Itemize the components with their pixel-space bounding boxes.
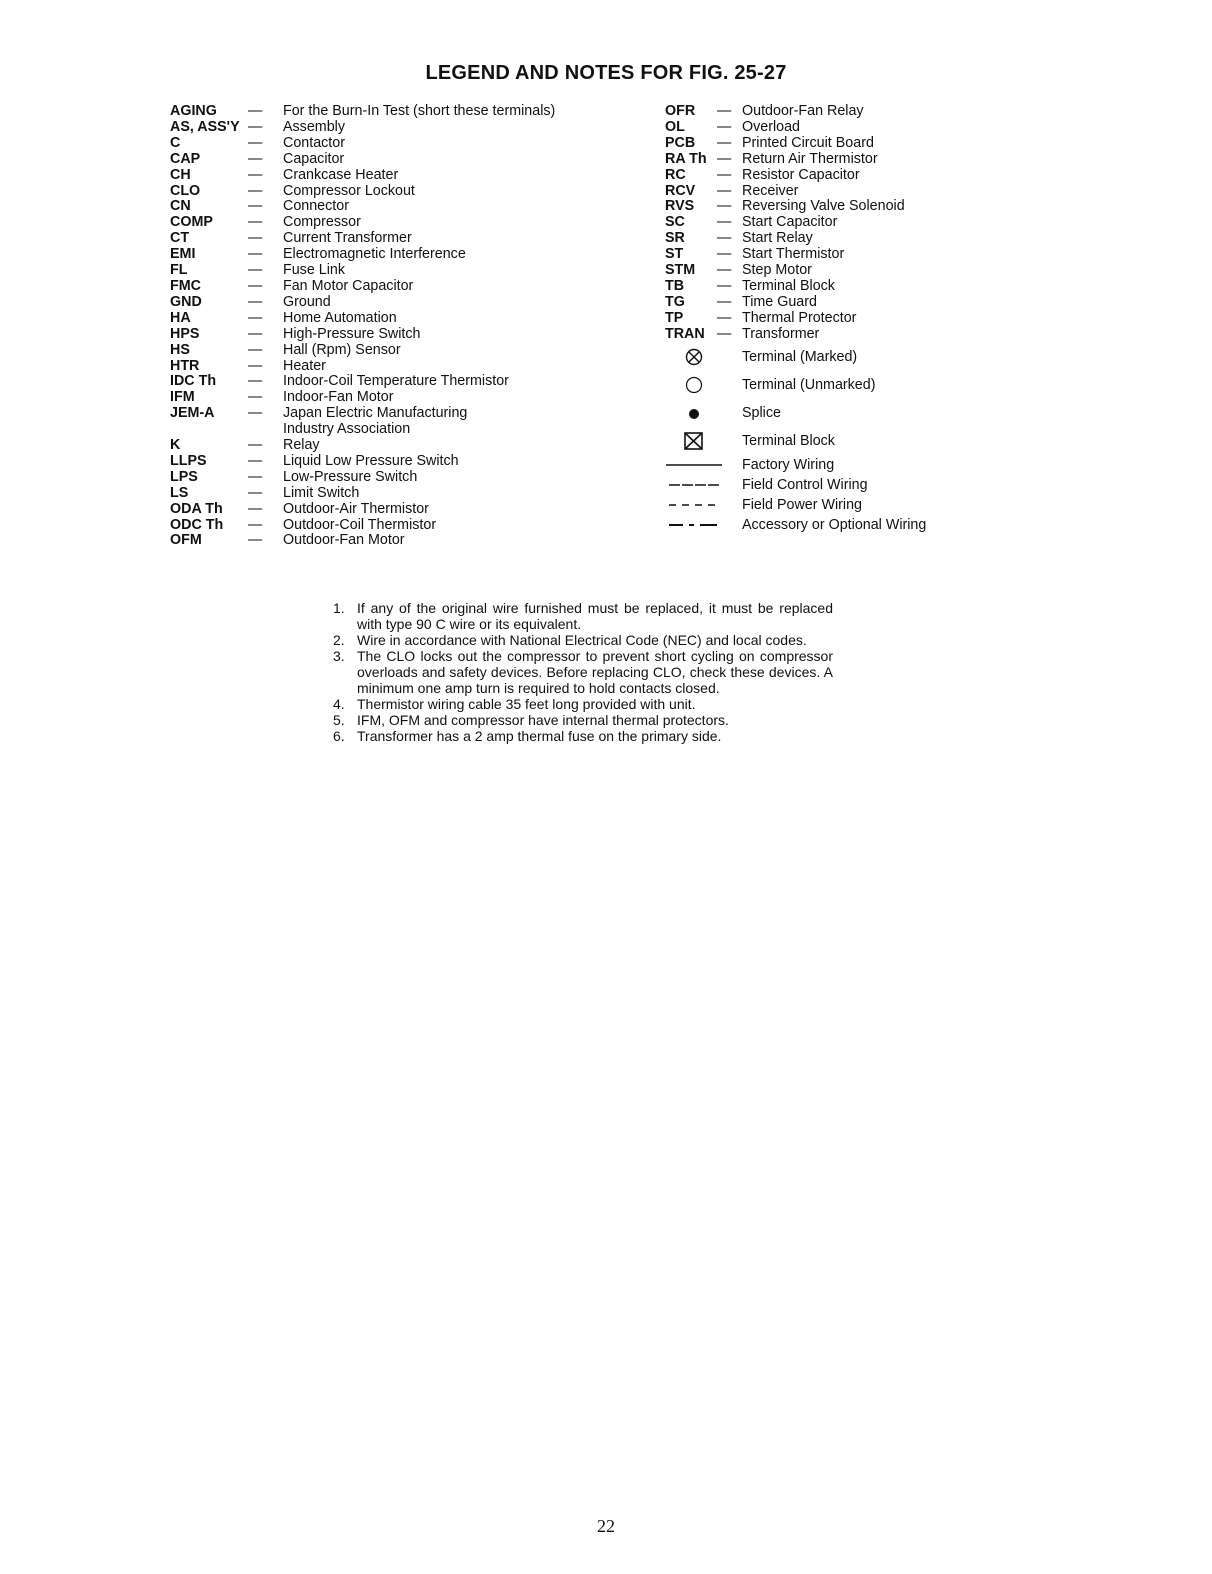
notes-list xyxy=(333,600,833,744)
legend-row xyxy=(665,168,995,184)
legend-dash: — xyxy=(248,325,263,342)
legend-dash: — xyxy=(717,118,732,135)
legend-dash: — xyxy=(717,230,732,247)
symbol-legend-row xyxy=(665,403,781,423)
legend-dash: — xyxy=(248,150,263,167)
legend-dash: — xyxy=(248,134,263,151)
legend-description: Outdoor-Coil Thermistor xyxy=(283,516,437,533)
legend-description: Outdoor-Fan Relay xyxy=(742,103,864,119)
legend-description: Assembly xyxy=(283,118,345,135)
note-number: 5. xyxy=(333,712,345,728)
legend-row xyxy=(170,518,630,534)
symbol-legend-label: Field Power Wiring xyxy=(742,496,862,513)
legend-description: Start Relay xyxy=(742,230,813,247)
legend-row xyxy=(170,136,630,152)
legend-row xyxy=(170,199,630,215)
legend-description: Heater xyxy=(283,357,326,374)
legend-abbreviation: CH xyxy=(170,166,191,183)
symbol-legend-label: Factory Wiring xyxy=(742,456,835,473)
legend-dash: — xyxy=(248,118,263,135)
note-text: Transformer has a 2 amp thermal fuse on the primary side. xyxy=(357,728,722,744)
legend-row xyxy=(170,168,630,184)
legend-abbreviation: TP xyxy=(665,309,684,326)
legend-description: Electromagnetic Interference xyxy=(283,246,466,263)
legend-abbreviation: CAP xyxy=(170,150,201,167)
legend-abbreviation: JEM-A xyxy=(170,405,215,422)
legend-abbreviation: LLPS xyxy=(170,452,207,469)
legend-row xyxy=(170,533,630,549)
legend-dash: — xyxy=(717,214,732,231)
legend-row xyxy=(170,184,630,200)
legend-dash: — xyxy=(248,277,263,294)
legend-dash: — xyxy=(717,134,732,151)
legend-row xyxy=(170,327,630,343)
legend-row xyxy=(170,343,630,359)
note-number: 1. xyxy=(333,600,345,616)
legend-description: Overload xyxy=(742,118,801,135)
legend-row xyxy=(170,215,630,231)
legend-abbreviation: ODA Th xyxy=(170,500,223,517)
legend-abbreviation: FMC xyxy=(170,277,201,294)
legend-description: Transformer xyxy=(742,325,820,342)
legend-description: Printed Circuit Board xyxy=(742,134,874,151)
symbol-legend-row xyxy=(665,431,835,451)
note-item xyxy=(333,632,833,648)
legend-description: Relay xyxy=(283,437,320,454)
legend-description: Terminal Block xyxy=(742,277,835,294)
accessory-wiring-line-icon xyxy=(665,515,723,535)
legend-description: High-Pressure Switch xyxy=(283,325,421,342)
legend-left-column xyxy=(170,104,630,549)
legend-dash: — xyxy=(248,341,263,358)
legend-row xyxy=(170,279,630,295)
legend-row xyxy=(170,470,630,486)
symbol-legend-row xyxy=(665,515,926,535)
terminal-marked-icon xyxy=(665,347,723,367)
legend-abbreviation: TB xyxy=(665,277,685,294)
field-control-wiring-line-icon xyxy=(665,475,723,495)
legend-abbreviation: RA Th xyxy=(665,150,707,167)
symbol-legend-row xyxy=(665,375,875,395)
legend-dash: — xyxy=(248,214,263,231)
legend-abbreviation: RVS xyxy=(665,198,695,215)
legend-row xyxy=(170,454,630,470)
legend-abbreviation: RC xyxy=(665,166,686,183)
legend-row xyxy=(170,263,630,279)
terminal-unmarked-icon xyxy=(665,375,723,395)
legend-abbreviation: IDC Th xyxy=(170,373,217,390)
note-number: 6. xyxy=(333,728,345,744)
legend-abbreviation: FL xyxy=(170,262,188,279)
symbol-legend-label: Terminal Block xyxy=(742,432,835,449)
legend-row xyxy=(170,247,630,263)
symbol-legend-row xyxy=(665,475,868,495)
legend-description: Reversing Valve Solenoid xyxy=(742,198,905,215)
note-number: 4. xyxy=(333,696,345,712)
note-item xyxy=(333,712,833,728)
legend-description: Outdoor-Fan Motor xyxy=(283,532,405,549)
legend-abbreviation: OL xyxy=(665,118,685,135)
legend-dash: — xyxy=(248,293,263,310)
legend-row xyxy=(665,184,995,200)
page-number: 22 xyxy=(597,1516,615,1536)
legend-abbreviation: ST xyxy=(665,246,684,263)
legend-dash: — xyxy=(248,103,263,119)
legend-abbreviation: IFM xyxy=(170,389,195,406)
legend-abbreviation: CLO xyxy=(170,182,201,199)
legend-row xyxy=(170,406,630,438)
legend-description: Japan Electric Manufacturing Industry Association xyxy=(283,405,468,438)
field-power-wiring-line-icon xyxy=(665,495,723,515)
legend-description: Time Guard xyxy=(742,293,817,310)
legend-description: Limit Switch xyxy=(283,484,360,501)
symbol-legend-row xyxy=(665,347,857,367)
legend-abbreviation: SR xyxy=(665,230,685,247)
symbol-legend xyxy=(665,343,995,543)
legend-row xyxy=(665,120,995,136)
legend-abbreviation: TRAN xyxy=(665,325,705,342)
legend-description: Compressor Lockout xyxy=(283,182,415,199)
legend-abbreviation: COMP xyxy=(170,214,213,231)
legend-row xyxy=(665,231,995,247)
legend-dash: — xyxy=(248,516,263,533)
legend-row xyxy=(665,199,995,215)
symbol-legend-label: Terminal (Unmarked) xyxy=(742,376,876,393)
symbol-legend-label: Field Control Wiring xyxy=(742,476,868,493)
note-text: The CLO locks out the compressor to prevent short cycling on compressor overloads and safety devices. Before replacing CLO, check these devices. A minimum one amp turn is required to hold contacts closed. xyxy=(357,648,833,696)
note-item xyxy=(333,728,833,744)
legend-row xyxy=(665,295,995,311)
legend-row xyxy=(665,136,995,152)
legend-dash: — xyxy=(248,309,263,326)
legend-row xyxy=(170,152,630,168)
legend-description: Hall (Rpm) Sensor xyxy=(283,341,401,358)
legend-description: Fuse Link xyxy=(283,262,345,279)
legend-row xyxy=(170,120,630,136)
legend-dash: — xyxy=(248,182,263,199)
legend-abbreviation: CN xyxy=(170,198,191,215)
legend-dash: — xyxy=(248,357,263,374)
legend-description: Crankcase Heater xyxy=(283,166,399,183)
legend-abbreviation: ODC Th xyxy=(170,516,224,533)
legend-dash: — xyxy=(717,246,732,263)
legend-description: Compressor xyxy=(283,214,361,231)
legend-dash: — xyxy=(717,150,732,167)
legend-dash: — xyxy=(248,230,263,247)
legend-dash: — xyxy=(717,103,732,119)
legend-dash: — xyxy=(248,373,263,390)
legend-row xyxy=(170,438,630,454)
legend-description: Step Motor xyxy=(742,262,812,279)
legend-abbreviation: EMI xyxy=(170,246,196,263)
legend-row xyxy=(665,215,995,231)
legend-dash: — xyxy=(248,262,263,279)
legend-abbreviation: RCV xyxy=(665,182,696,199)
symbol-legend-label: Terminal (Marked) xyxy=(742,348,858,365)
legend-abbreviation: HA xyxy=(170,309,191,326)
legend-abbreviation: HS xyxy=(170,341,190,358)
legend-right-column xyxy=(665,104,995,543)
legend-row xyxy=(170,502,630,518)
legend-dash: — xyxy=(717,293,732,310)
legend-abbreviation: OFR xyxy=(665,103,696,119)
legend-dash: — xyxy=(717,182,732,199)
legend-abbreviation: PCB xyxy=(665,134,696,151)
legend-description: For the Burn-In Test (short these terminals) xyxy=(283,103,556,119)
legend-row xyxy=(665,327,995,343)
legend-description: Connector xyxy=(283,198,349,215)
symbol-legend-label: Splice xyxy=(742,404,781,421)
legend-dash: — xyxy=(248,166,263,183)
note-text: If any of the original wire furnished must be replaced, it must be replaced with type 90 C wire or its equivalent. xyxy=(357,600,833,632)
legend-dash: — xyxy=(248,198,263,215)
legend-abbreviation: AGING xyxy=(170,103,217,119)
legend-abbreviation: GND xyxy=(170,293,202,310)
legend-dash: — xyxy=(248,389,263,406)
legend-description: Low-Pressure Switch xyxy=(283,468,418,485)
legend-row xyxy=(170,374,630,390)
legend-row xyxy=(170,311,630,327)
legend-description: Resistor Capacitor xyxy=(742,166,860,183)
legend-abbreviation: SC xyxy=(665,214,685,231)
legend-description: Contactor xyxy=(283,134,345,151)
factory-wiring-line-icon xyxy=(665,455,723,475)
legend-description: Ground xyxy=(283,293,331,310)
legend-dash: — xyxy=(717,198,732,215)
legend-abbreviation: HTR xyxy=(170,357,200,374)
legend-row xyxy=(170,104,630,120)
legend-description: Receiver xyxy=(742,182,799,199)
legend-row xyxy=(665,152,995,168)
legend-description: Start Thermistor xyxy=(742,246,845,263)
legend-dash: — xyxy=(717,262,732,279)
legend-abbreviation: HPS xyxy=(170,325,200,342)
legend-row xyxy=(665,263,995,279)
note-number: 2. xyxy=(333,632,345,648)
legend-dash: — xyxy=(248,437,263,454)
legend-abbreviation: AS, ASS'Y xyxy=(170,118,240,135)
legend-dash: — xyxy=(248,452,263,469)
legend-description: Liquid Low Pressure Switch xyxy=(283,452,459,469)
legend-dash: — xyxy=(248,246,263,263)
legend-abbreviation: LPS xyxy=(170,468,198,485)
legend-dash: — xyxy=(248,500,263,517)
note-number: 3. xyxy=(333,648,345,664)
symbol-legend-row xyxy=(665,495,862,515)
legend-dash: — xyxy=(717,309,732,326)
legend-description: Capacitor xyxy=(283,150,345,167)
symbol-legend-label: Accessory or Optional Wiring xyxy=(742,516,927,533)
legend-row xyxy=(665,279,995,295)
legend-row xyxy=(170,295,630,311)
note-text: Thermistor wiring cable 35 feet long provided with unit. xyxy=(357,696,696,712)
legend-dash: — xyxy=(248,484,263,501)
legend-abbreviation: C xyxy=(170,134,181,151)
note-text: Wire in accordance with National Electrical Code (NEC) and local codes. xyxy=(357,632,807,648)
legend-description: Return Air Thermistor xyxy=(742,150,878,167)
legend-row xyxy=(665,311,995,327)
legend-description: Indoor-Fan Motor xyxy=(283,389,394,406)
legend-abbreviation: OFM xyxy=(170,532,202,549)
note-item xyxy=(333,648,833,696)
legend-row xyxy=(665,247,995,263)
legend-abbreviation: TG xyxy=(665,293,685,310)
legend-description: Indoor-Coil Temperature Thermistor xyxy=(283,373,509,390)
legend-right-list xyxy=(665,104,995,343)
legend-row xyxy=(170,359,630,375)
legend-abbreviation: CT xyxy=(170,230,190,247)
note-text: IFM, OFM and compressor have internal thermal protectors. xyxy=(357,712,729,728)
terminal-block-icon xyxy=(665,431,723,451)
legend-description: Start Capacitor xyxy=(742,214,838,231)
note-item xyxy=(333,696,833,712)
legend-row xyxy=(665,104,995,120)
symbol-legend-row xyxy=(665,455,834,475)
legend-row xyxy=(170,390,630,406)
legend-abbreviation: LS xyxy=(170,484,189,501)
legend-abbreviation: STM xyxy=(665,262,696,279)
legend-description: Outdoor-Air Thermistor xyxy=(283,500,429,517)
splice-icon xyxy=(665,403,723,423)
legend-description: Fan Motor Capacitor xyxy=(283,277,414,294)
legend-row xyxy=(170,231,630,247)
legend-description: Current Transformer xyxy=(283,230,412,247)
page-title: LEGEND AND NOTES FOR FIG. 25-27 xyxy=(425,62,787,84)
legend-dash: — xyxy=(248,405,263,422)
legend-description: Thermal Protector xyxy=(742,309,857,326)
note-item xyxy=(333,600,833,632)
legend-dash: — xyxy=(248,468,263,485)
legend-row xyxy=(170,486,630,502)
legend-abbreviation: K xyxy=(170,437,181,454)
legend-description: Home Automation xyxy=(283,309,397,326)
legend-dash: — xyxy=(717,277,732,294)
legend-dash: — xyxy=(248,532,263,549)
legend-dash: — xyxy=(717,166,732,183)
legend-dash: — xyxy=(717,325,732,342)
